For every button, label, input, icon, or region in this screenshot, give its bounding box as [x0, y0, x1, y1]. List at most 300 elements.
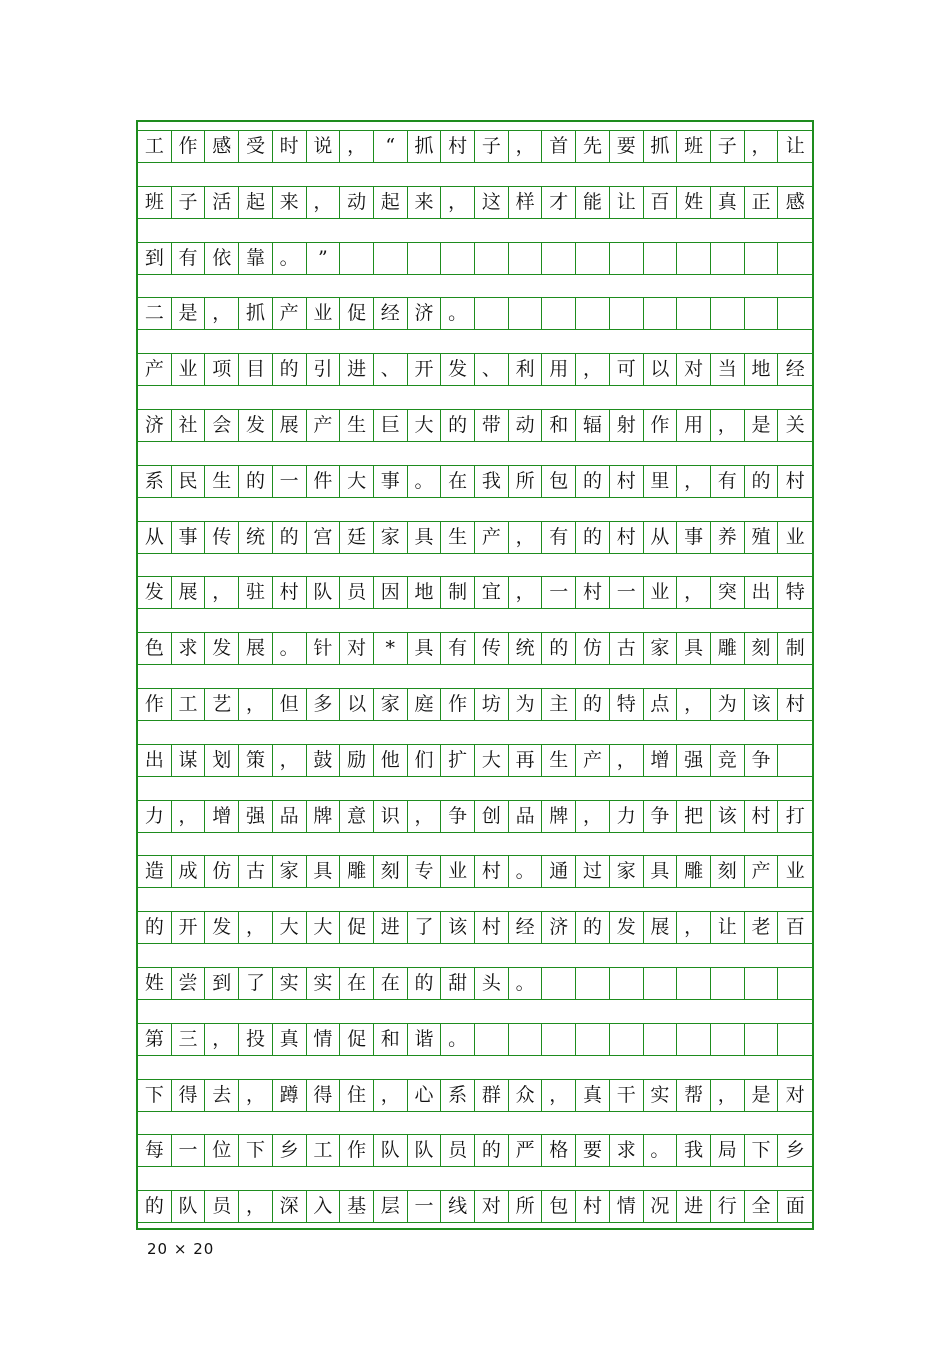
grid-cell [677, 968, 711, 999]
grid-cell: 村 [475, 912, 509, 943]
grid-cell: 展 [239, 633, 273, 664]
grid-cell: 经 [785, 358, 805, 381]
grid-cell: 出 [138, 745, 172, 776]
grid-cell: 动 [509, 410, 543, 441]
grid-cell: 开 [172, 912, 206, 943]
grid-cell: 依 [205, 243, 239, 274]
grid-cell: 的 [408, 968, 442, 999]
grid-cell: 包 [542, 1191, 576, 1222]
grid-cell [542, 1024, 576, 1055]
grid-cell: 的 [273, 354, 307, 385]
grid-cell: 位 [205, 1135, 239, 1166]
grid-cell [509, 298, 543, 329]
grid-cell: ， [610, 745, 644, 776]
grid-cell: “ [374, 131, 408, 162]
grid-cell: 实 [644, 1080, 678, 1111]
grid-cell [542, 243, 576, 274]
grid-cell: 情 [307, 1024, 341, 1055]
grid-cell [509, 243, 543, 274]
grid-cell: 三 [172, 1024, 206, 1055]
grid-cell: 发 [205, 912, 239, 943]
manuscript-grid [136, 120, 814, 1230]
grid-cell: 求 [172, 633, 206, 664]
grid-cell: 作 [644, 410, 678, 441]
grid-cell: 了 [239, 968, 273, 999]
grid-cell: 的 [475, 1135, 509, 1166]
grid-cell: 面 [785, 1195, 805, 1218]
grid-cell: 我 [677, 1135, 711, 1166]
grid-cell: 发 [205, 633, 239, 664]
grid-cell: 时 [273, 131, 307, 162]
grid-cell: 姓 [138, 968, 172, 999]
grid-cell [475, 243, 509, 274]
grid-cell: 雕 [711, 633, 745, 664]
grid-cell: 多 [307, 689, 341, 720]
grid-cell: 具 [644, 856, 678, 887]
grid-cell: 的 [138, 912, 172, 943]
grid-cell: 驻 [239, 577, 273, 608]
grid-cell: 包 [542, 466, 576, 497]
grid-cell: ， [307, 187, 341, 218]
grid-cell: 发 [138, 577, 172, 608]
grid-row [138, 632, 812, 665]
grid-cell: 下 [239, 1135, 273, 1166]
grid-cell: 坊 [475, 689, 509, 720]
grid-cell: 靠 [239, 243, 273, 274]
grid-cell: 产 [307, 410, 341, 441]
grid-cell: 但 [273, 689, 307, 720]
grid-cell: 济 [408, 298, 442, 329]
grid-cell: 古 [239, 856, 273, 887]
grid-row [138, 576, 812, 609]
grid-cell: 了 [408, 912, 442, 943]
grid-cell: 竞 [711, 745, 745, 776]
grid-cell: 二 [138, 298, 172, 329]
grid-cell [711, 298, 745, 329]
grid-row [138, 521, 812, 554]
grid-cell: 是 [745, 410, 779, 441]
grid-cell: 过 [576, 856, 610, 887]
grid-cell: 射 [610, 410, 644, 441]
grid-cell: 大 [408, 410, 442, 441]
grid-cell: 扩 [441, 745, 475, 776]
grid-row [138, 800, 812, 833]
grid-cell: 制 [441, 577, 475, 608]
grid-cell: 、 [374, 354, 408, 385]
grid-cell: 的 [576, 522, 610, 553]
grid-cell: 蹲 [273, 1080, 307, 1111]
grid-cell: 具 [307, 856, 341, 887]
grid-cell: 家 [644, 633, 678, 664]
grid-cell: 为 [509, 689, 543, 720]
grid-cell: 。 [509, 856, 543, 887]
grid-cell [677, 243, 711, 274]
grid-cell: 具 [408, 633, 442, 664]
grid-cell: 抓 [408, 131, 442, 162]
grid-cell [475, 298, 509, 329]
grid-cell: 带 [475, 410, 509, 441]
grid-cell: 局 [711, 1135, 745, 1166]
grid-cell: 入 [307, 1191, 341, 1222]
grid-cell: 具 [408, 522, 442, 553]
grid-cell: 的 [273, 522, 307, 553]
grid-cell: 村 [441, 131, 475, 162]
grid-cell: 宫 [307, 522, 341, 553]
grid-cell: 专 [408, 856, 442, 887]
grid-cell: ” [307, 243, 341, 274]
grid-cell: 工 [138, 131, 172, 162]
grid-cell: 情 [610, 1191, 644, 1222]
grid-cell: 工 [307, 1135, 341, 1166]
grid-cell: 经 [509, 912, 543, 943]
grid-cell [778, 243, 812, 274]
grid-cell: 实 [273, 968, 307, 999]
grid-cell: 的 [576, 689, 610, 720]
grid-cell: 感 [785, 190, 805, 213]
grid-cell [677, 298, 711, 329]
grid-cell: ， [677, 577, 711, 608]
grid-cell: 统 [509, 633, 543, 664]
grid-cell: 济 [138, 410, 172, 441]
grid-cell: 作 [340, 1135, 374, 1166]
grid-cell: 求 [610, 1135, 644, 1166]
grid-cell: 和 [542, 410, 576, 441]
grid-cell: 作 [441, 689, 475, 720]
grid-cell: 是 [745, 1080, 779, 1111]
grid-cell: 下 [745, 1135, 779, 1166]
grid-cell: 队 [374, 1135, 408, 1166]
grid-cell: 。 [273, 633, 307, 664]
grid-cell: 全 [745, 1191, 779, 1222]
grid-cell: 牌 [307, 801, 341, 832]
grid-cell: 让 [785, 135, 805, 157]
grid-cell: 争 [644, 801, 678, 832]
grid-cell: ， [205, 1024, 239, 1055]
grid-cell: 真 [711, 187, 745, 218]
grid-cell: 村 [785, 693, 805, 715]
grid-cell: 感 [205, 131, 239, 162]
grid-row [138, 130, 812, 163]
grid-cell: 传 [475, 633, 509, 664]
grid-cell: 一 [542, 577, 576, 608]
grid-row [138, 242, 812, 275]
grid-cell: ， [205, 577, 239, 608]
grid-cell: 。 [408, 466, 442, 497]
grid-cell: 首 [542, 131, 576, 162]
grid-cell [778, 968, 812, 999]
grid-cell: 品 [273, 801, 307, 832]
grid-cell: 可 [610, 354, 644, 385]
grid-cell: ， [677, 689, 711, 720]
grid-cell: 村 [273, 577, 307, 608]
grid-cell: 让 [711, 912, 745, 943]
grid-cell: 。 [441, 1024, 475, 1055]
grid-cell: 庭 [408, 689, 442, 720]
grid-cell: 。 [441, 298, 475, 329]
grid-cell: 有 [711, 466, 745, 497]
grid-cell [644, 1024, 678, 1055]
grid-cell: 促 [340, 1024, 374, 1055]
grid-cell: 得 [307, 1080, 341, 1111]
grid-cell: 强 [239, 801, 273, 832]
grid-cell: 事 [677, 522, 711, 553]
grid-cell: 有 [441, 633, 475, 664]
grid-cell: 一 [408, 1191, 442, 1222]
grid-cell: 头 [475, 968, 509, 999]
grid-cell: 点 [644, 689, 678, 720]
grid-cell: 队 [307, 577, 341, 608]
grid-cell: 村 [785, 469, 805, 492]
grid-cell: 牌 [542, 801, 576, 832]
grid-cell: 会 [205, 410, 239, 441]
grid-cell [778, 1024, 812, 1055]
grid-cell: 尝 [172, 968, 206, 999]
grid-row [138, 353, 812, 386]
grid-cell: 事 [374, 466, 408, 497]
grid-cell: 创 [475, 801, 509, 832]
grid-row [138, 1134, 812, 1167]
grid-cell: * [374, 633, 408, 664]
grid-cell: 事 [172, 522, 206, 553]
grid-cell: 业 [785, 525, 805, 548]
grid-cell: 们 [408, 745, 442, 776]
grid-cell [441, 243, 475, 274]
grid-cell: 、 [475, 354, 509, 385]
grid-cell: 从 [138, 522, 172, 553]
grid-cell: 业 [307, 298, 341, 329]
grid-cell: 实 [307, 968, 341, 999]
grid-cell: 利 [509, 354, 543, 385]
grid-row [138, 855, 812, 888]
grid-cell [576, 243, 610, 274]
grid-cell: 真 [273, 1024, 307, 1055]
grid-cell: ， [239, 1191, 273, 1222]
grid-cell: 村 [576, 577, 610, 608]
grid-cell: 发 [239, 410, 273, 441]
grid-cell: 特 [785, 581, 805, 604]
grid-cell: 对 [785, 1083, 805, 1106]
grid-cell [677, 1024, 711, 1055]
grid-cell: 来 [408, 187, 442, 218]
grid-cell: 艺 [205, 689, 239, 720]
grid-cell: 励 [340, 745, 374, 776]
grid-cell: 是 [172, 298, 206, 329]
grid-cell: ， [239, 689, 273, 720]
grid-cell: 发 [610, 912, 644, 943]
grid-cell: 促 [340, 912, 374, 943]
grid-cell: 在 [441, 466, 475, 497]
grid-cell: 来 [273, 187, 307, 218]
grid-cell: 投 [239, 1024, 273, 1055]
grid-cell [610, 243, 644, 274]
grid-cell [610, 968, 644, 999]
grid-cell: 村 [576, 1191, 610, 1222]
grid-cell: 队 [172, 1191, 206, 1222]
grid-cell [644, 968, 678, 999]
grid-cell: 从 [644, 522, 678, 553]
grid-cell: 在 [340, 968, 374, 999]
grid-cell: 严 [509, 1135, 543, 1166]
grid-cell [576, 968, 610, 999]
grid-cell: 识 [374, 801, 408, 832]
grid-cell: 对 [677, 354, 711, 385]
grid-cell: 班 [677, 131, 711, 162]
grid-row [138, 186, 812, 219]
grid-cell: ， [273, 745, 307, 776]
grid-cell: 业 [785, 860, 805, 883]
grid-cell: 队 [408, 1135, 442, 1166]
grid-row [138, 1190, 812, 1223]
grid-cell: ， [374, 1080, 408, 1111]
grid-cell: 作 [138, 689, 172, 720]
grid-cell: 鼓 [307, 745, 341, 776]
grid-cell: ， [711, 410, 745, 441]
grid-cell: ， [542, 1080, 576, 1111]
grid-cell: 线 [441, 1191, 475, 1222]
grid-cell: 谐 [408, 1024, 442, 1055]
grid-cell: 去 [205, 1080, 239, 1111]
grid-cell: 雕 [340, 856, 374, 887]
grid-cell: 到 [205, 968, 239, 999]
grid-cell: 甜 [441, 968, 475, 999]
grid-cell: 该 [441, 912, 475, 943]
grid-cell: 引 [307, 354, 341, 385]
grid-cell [745, 243, 779, 274]
grid-cell: 格 [542, 1135, 576, 1166]
grid-cell: 产 [273, 298, 307, 329]
grid-cell: ， [509, 577, 543, 608]
grid-cell: 增 [644, 745, 678, 776]
grid-cell: 地 [745, 354, 779, 385]
grid-cell: 经 [374, 298, 408, 329]
grid-cell [711, 243, 745, 274]
grid-cell [374, 243, 408, 274]
grid-cell [610, 298, 644, 329]
grid-cell: 群 [475, 1080, 509, 1111]
grid-cell: 村 [475, 856, 509, 887]
grid-cell: 让 [610, 187, 644, 218]
grid-cell: 为 [711, 689, 745, 720]
grid-cell: 特 [610, 689, 644, 720]
grid-cell: 刻 [711, 856, 745, 887]
grid-cell [711, 1024, 745, 1055]
grid-cell: 再 [509, 745, 543, 776]
grid-cell: ， [576, 354, 610, 385]
grid-cell: 殖 [745, 522, 779, 553]
grid-cell [408, 243, 442, 274]
grid-cell: 到 [138, 243, 172, 274]
grid-cell: 一 [172, 1135, 206, 1166]
grid-cell: 以 [340, 689, 374, 720]
grid-cell: 传 [205, 522, 239, 553]
grid-cell: 家 [374, 689, 408, 720]
grid-cell: 子 [711, 131, 745, 162]
grid-cell: ， [340, 131, 374, 162]
grid-cell: 的 [239, 466, 273, 497]
grid-row [138, 744, 812, 777]
grid-cell: 雕 [677, 856, 711, 887]
grid-cell: 百 [785, 916, 805, 939]
grid-cell: 系 [441, 1080, 475, 1111]
grid-cell: 。 [273, 243, 307, 274]
grid-cell: 作 [172, 131, 206, 162]
grid-cell: 展 [644, 912, 678, 943]
grid-cell: 。 [509, 968, 543, 999]
grid-row [138, 911, 812, 944]
grid-cell: 心 [408, 1080, 442, 1111]
grid-cell: 才 [542, 187, 576, 218]
grid-row [138, 1023, 812, 1056]
grid-cell: 地 [408, 577, 442, 608]
grid-cell [542, 968, 576, 999]
grid-cell: 生 [441, 522, 475, 553]
grid-cell: 制 [785, 637, 805, 660]
grid-cell: 因 [374, 577, 408, 608]
grid-row [138, 967, 812, 1000]
grid-cell: 巨 [374, 410, 408, 441]
grid-row [138, 688, 812, 721]
grid-cell: 家 [610, 856, 644, 887]
grid-cell: 生 [542, 745, 576, 776]
grid-cell: 力 [610, 801, 644, 832]
grid-cell: 乡 [785, 1139, 805, 1162]
grid-cell: ， [408, 801, 442, 832]
grid-cell: 廷 [340, 522, 374, 553]
grid-cell: 要 [576, 1135, 610, 1166]
grid-cell: 这 [475, 187, 509, 218]
grid-cell: 生 [205, 466, 239, 497]
grid-cell: 划 [205, 745, 239, 776]
grid-cell [576, 298, 610, 329]
grid-cell: 的 [542, 633, 576, 664]
grid-cell [340, 243, 374, 274]
grid-cell: 通 [542, 856, 576, 887]
grid-cell: 的 [745, 466, 779, 497]
grid-cell: 说 [307, 131, 341, 162]
grid-cell: 深 [273, 1191, 307, 1222]
grid-cell: 的 [138, 1191, 172, 1222]
grid-cell: 该 [745, 689, 779, 720]
grid-cell: 刻 [374, 856, 408, 887]
grid-cell: ， [239, 1080, 273, 1111]
grid-cell: 干 [610, 1080, 644, 1111]
grid-cell: 济 [542, 912, 576, 943]
grid-row [138, 1079, 812, 1112]
grid-cell: 产 [475, 522, 509, 553]
grid-cell: 行 [711, 1191, 745, 1222]
grid-cell: 目 [239, 354, 273, 385]
grid-cell [711, 968, 745, 999]
grid-cell: 受 [239, 131, 273, 162]
grid-cell: 村 [745, 801, 779, 832]
grid-cell: 对 [340, 633, 374, 664]
grid-cell: 正 [745, 187, 779, 218]
grid-cell: 老 [745, 912, 779, 943]
grid-cell: 刻 [745, 633, 779, 664]
grid-cell: 造 [138, 856, 172, 887]
grid-cell: 里 [644, 466, 678, 497]
grid-cell: 社 [172, 410, 206, 441]
grid-cell: 用 [677, 410, 711, 441]
grid-cell: 进 [340, 354, 374, 385]
grid-cell: 业 [441, 856, 475, 887]
grid-cell [576, 1024, 610, 1055]
grid-cell: 进 [374, 912, 408, 943]
grid-cell: 下 [138, 1080, 172, 1111]
grid-cell: ， [172, 801, 206, 832]
grid-cell: 件 [307, 466, 341, 497]
grid-cell: 众 [509, 1080, 543, 1111]
